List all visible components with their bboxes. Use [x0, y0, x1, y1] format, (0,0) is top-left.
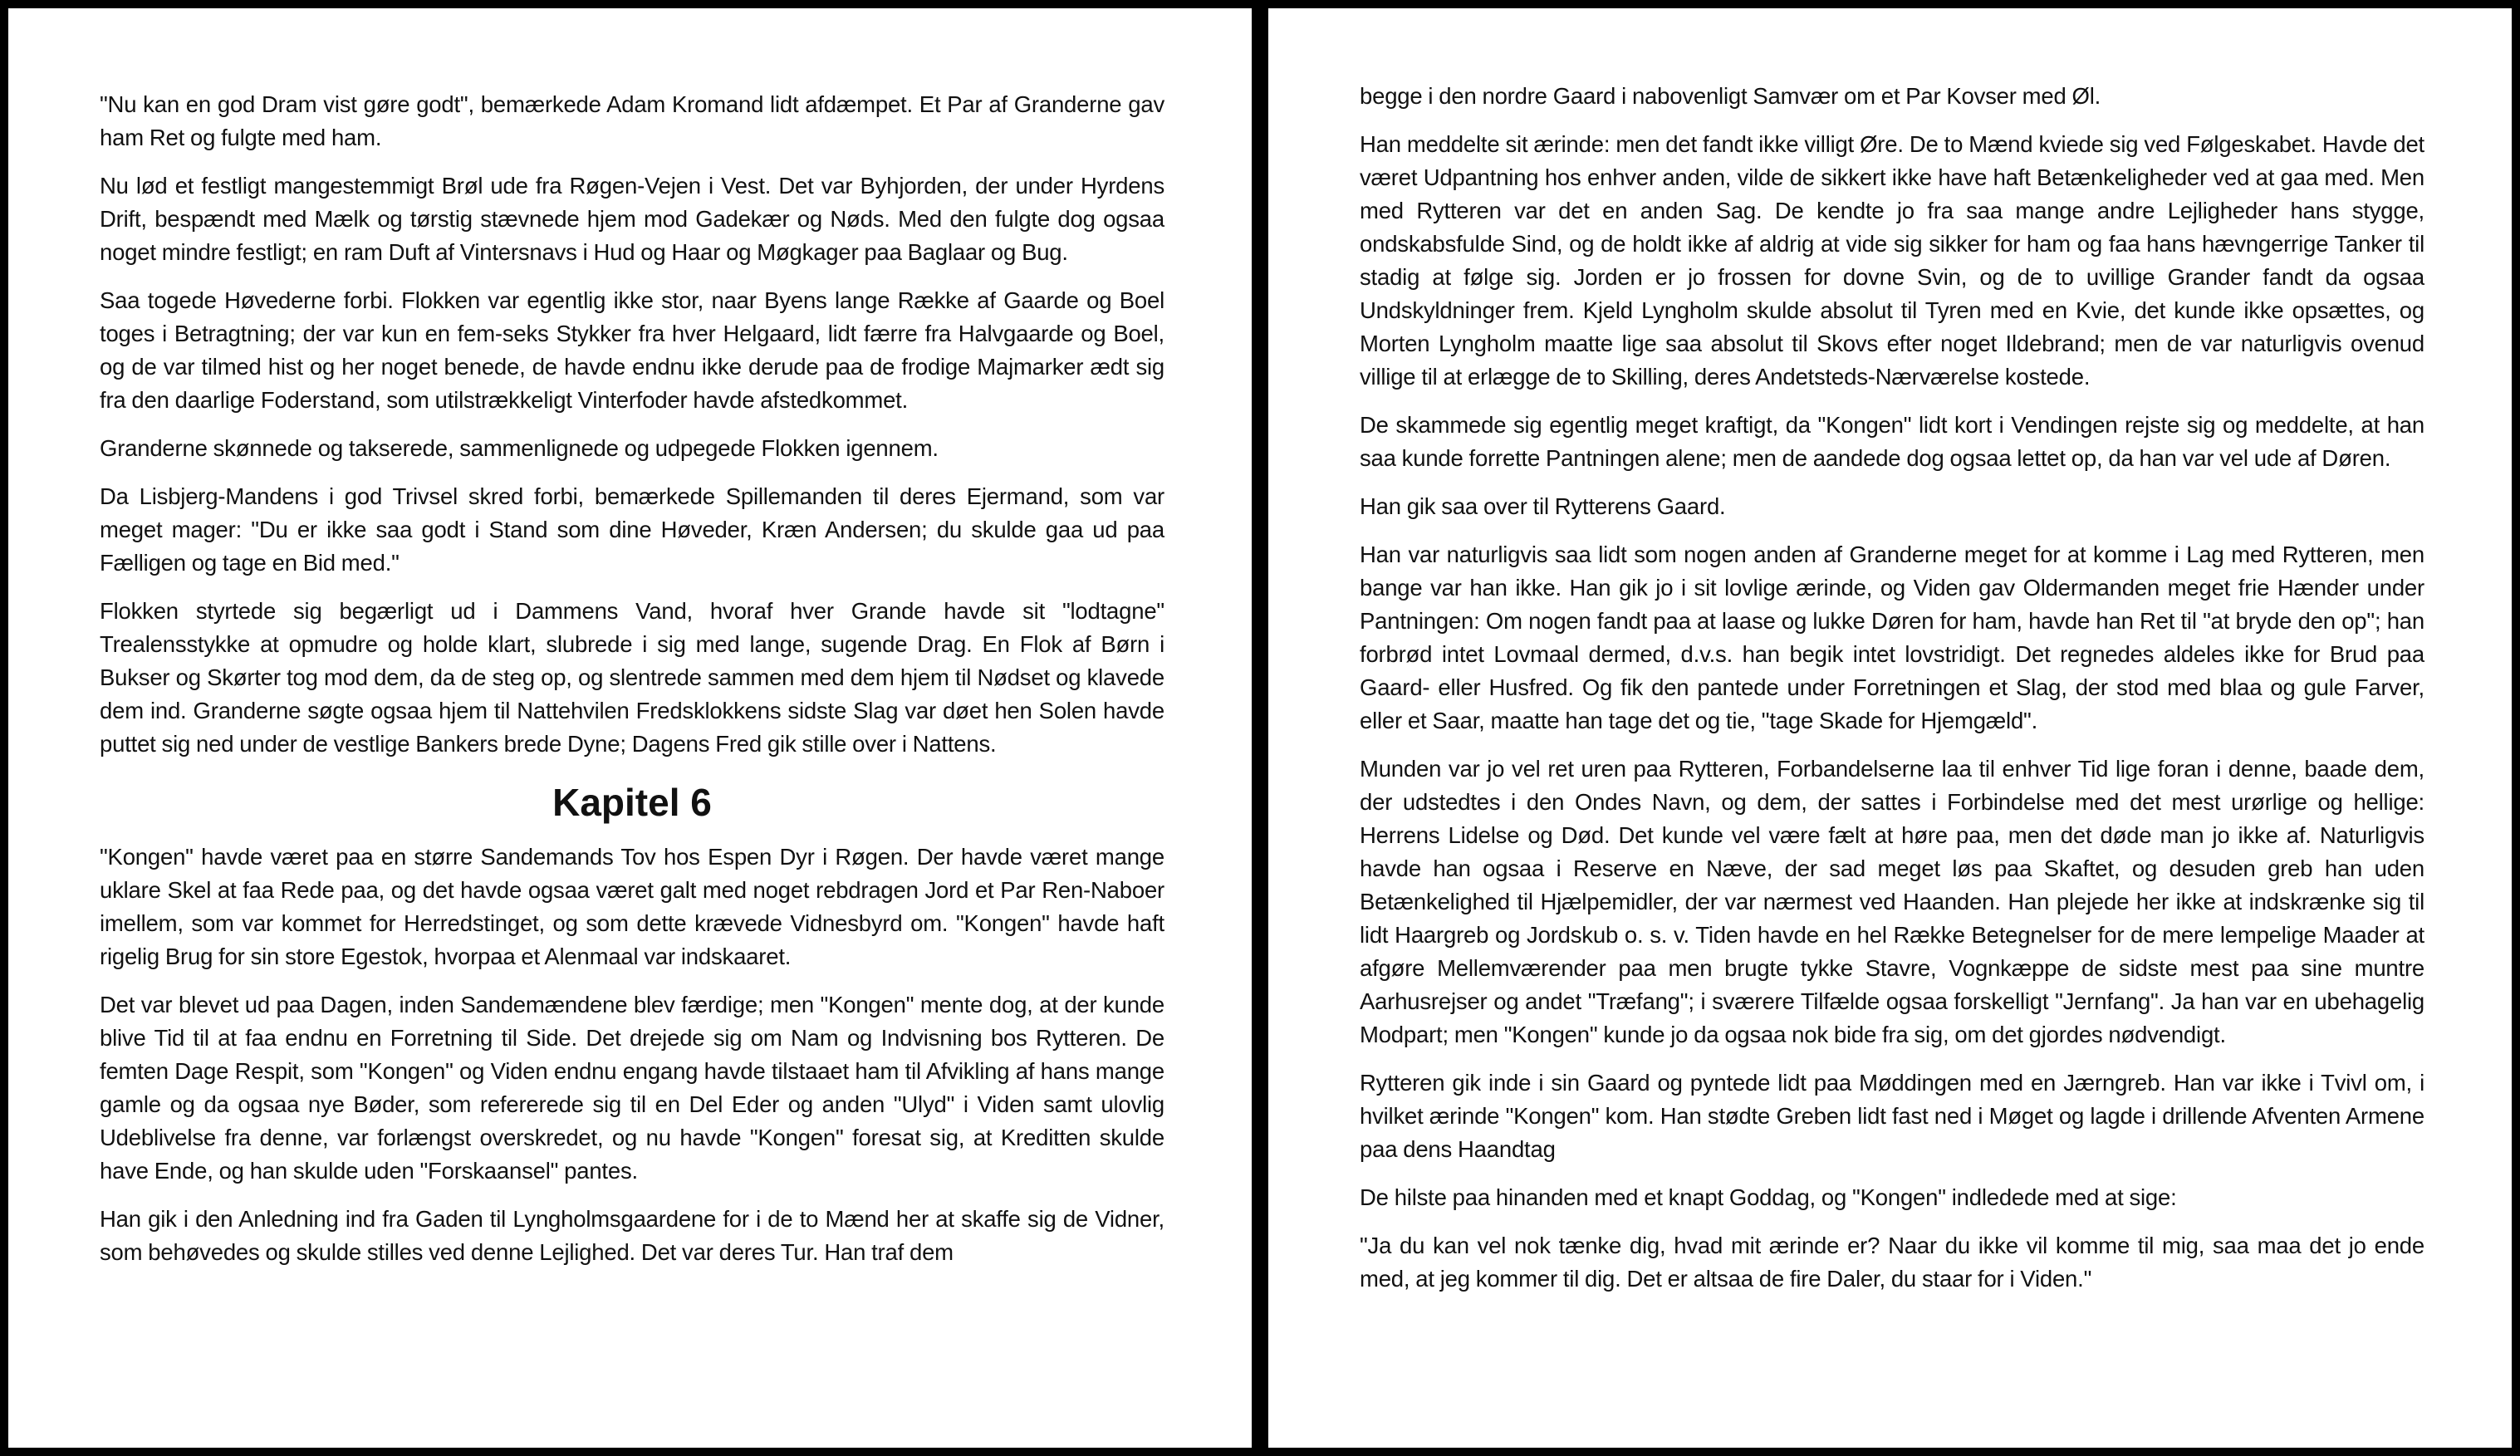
right-page — [1268, 8, 2512, 1448]
paragraph: "Nu kan en god Dram vist gøre godt", bemærkede Adam Kromand lidt afdæmpet. Et Par af Granderne gav ham Ret og fulgte med ham. — [100, 91, 1164, 150]
paragraph: Rytteren gik inde i sin Gaard og pyntede lidt paa Møddingen med en Jærngreb. Han var ikke i Tvivl om, i hvilket ærinde "Kongen" kom. Han stødte Greben lidt fast ned i Møget og lagde i drillende Afventen Armene paa dens Haandtag — [1360, 1070, 2424, 1162]
paragraph: Granderne skønnede og takserede, sammenlignede og udpegede Flokken igennem. — [100, 435, 939, 461]
left-page — [8, 8, 1252, 1448]
paragraph: Det var blevet ud paa Dagen, inden Sandemændene blev færdige; men "Kongen" mente dog, at der kunde blive Tid til at faa endnu en Forretning til Side. Det drejede sig om Nam og Indvisning bos Rytteren. De femten Dage Respit, som "Kongen" og Viden endnu engang havde tilstaaet ham til Afvikling af hans mange gamle og da ogsaa nye Bøder, som refererede sig til en Del Eder og anden "Ulyd" i Viden samt ulovlig Udeblivelse fra denne, var forlængst overskredet, og nu havde "Kongen" foresat sig, at Kreditten skulde have Ende, og han skulde uden "Forskaansel" pantes. — [100, 992, 1164, 1184]
paragraph: Munden var jo vel ret uren paa Rytteren, Forbandelserne laa til enhver Tid lige foran i denne, baade dem, der udstedtes i den Ondes Navn, og dem, der sattes i Forbindelse med det mest urørlige og hellige: Herrens Lidelse og Død. Det kunde vel være fælt at høre paa, men det døde man jo ikke af. Naturligvis havde han ogsaa i Reserve en Næve, der sad meget løs paa Skaftet, og desuden greb han uden Betænkelighed til Hjælpemidler, der var nærmest ved Haanden. Han plejede her ikke at indskrænke sig til lidt Haargreb og Jordskub o. s. v. Tiden havde en hel Række Betegnelser for de mere lempelige Maader at afgøre Mellemværender paa men brugte tykke Stavre, Vognkæppe de sidste mest paa sine muntre Aarhusrejser og andet "Træfang"; i sværere Tilfælde ogsaa forskelligt "Jernfang". Ja han var en ubehagelig Modpart; men "Kongen" kunde jo da ogsaa nok bide fra sig, om det gjordes nødvendigt. — [1360, 756, 2424, 1047]
paragraph: Han var naturligvis saa lidt som nogen anden af Granderne meget for at komme i Lag med Rytteren, men bange var han ikke. Han gik jo i sit lovlige ærinde, og Viden gav Oldermanden meget frie Hænder under Pantningen: Om nogen fandt paa at laase og lukke Døren for ham, havde han Ret til "at bryde den op"; han forbrød intet Lovmaal dermed, d.v.s. han begik intet lovstridigt. Det regnedes aldeles ikke for Brud paa Gaard- eller Husfred. Og fik den pantede under Forretningen et Slag, der stod med blaa og gule Farver, eller et Saar, maatte han tage det og tie, "tage Skade for Hjemgæld". — [1360, 542, 2424, 733]
paragraph: De hilste paa hinanden med et knapt Goddag, og "Kongen" indledede med at sige: — [1360, 1184, 2177, 1210]
paragraph: Nu lød et festligt mangestemmigt Brøl ude fra Røgen-Vejen i Vest. Det var Byhjorden, der under Hyrdens Drift, bespændt med Mælk og tørstig stævnede hjem mod Gadekær og Nøds. Med den fulgte dog ogsaa noget mindre festligt; en ram Duft af Vintersnavs i Hud og Haar og Møgkager paa Baglaar og Bug. — [100, 173, 1164, 265]
paragraph: Han gik i den Anledning ind fra Gaden til Lyngholmsgaardene for i de to Mænd her at skaffe sig de Vidner, som behøvedes og skulde stilles ved denne Lejlighed. Det var deres Tur. Han traf dem — [100, 1206, 1164, 1265]
paragraph: Flokken styrtede sig begærligt ud i Dammens Vand, hvoraf hver Grande havde sit "lodtagne" Trealensstykke at opmudre og holde klart, slubrede i sig med lange, sugende Drag. En Flok af Børn i Bukser og Skørter tog mod dem, da de steg op, og slentrede sammen med dem hjem til Nødset og klavede dem ind. Granderne søgte ogsaa hjem til Nattehvilen Fredsklokkens sidste Slag var døet hen Solen havde puttet sig ned under de vestlige Bankers brede Dyne; Dagens Fred gik stille over i Nattens. — [100, 598, 1164, 757]
paragraph: De skammede sig egentlig meget kraftigt, da "Kongen" lidt kort i Vendingen rejste sig og meddelte, at han saa kunde forrette Pantningen alene; men de aandede dog ogsaa lettet op, da han var vel ude af Døren. — [1360, 412, 2424, 471]
paragraph: "Kongen" havde været paa en større Sandemands Tov hos Espen Dyr i Røgen. Der havde været mange uklare Skel at faa Rede paa, og det havde ogsaa været galt med noget rebdragen Jord et Par Ren-Naboer imellem, som var kommet for Herredstinget, og som dette krævede Vidnesbyrd om. "Kongen" havde haft rigelig Brug for sin store Egestok, hvorpaa et Alenmaal var indskaaret. — [100, 844, 1164, 969]
paragraph: Han gik saa over til Rytterens Gaard. — [1360, 493, 1726, 519]
paragraph: "Ja du kan vel nok tænke dig, hvad mit ærinde er? Naar du ikke vil komme til mig, saa maa det jo ende med, at jeg kommer til dig. Det er altsaa de fire Daler, du staar for i Viden." — [1360, 1233, 2424, 1292]
paragraph: Saa togede Høvederne forbi. Flokken var egentlig ikke stor, naar Byens lange Række af Gaarde og Boel toges i Betragtning; der var kun en fem-seks Stykker fra hver Helgaard, lidt færre fra Halvgaarde og Boel, og de var tilmed hist og her noget benede, de havde endnu ikke derude paa de frodige Majmarker ædt sig fra den daarlige Foderstand, som utilstrækkeligt Vinterfoder havde afstedkommet. — [100, 287, 1164, 413]
paragraph: Han meddelte sit ærinde: men det fandt ikke villigt Øre. De to Mænd kviede sig ved Følgeskabet. Havde det været Udpantning hos enhver anden, vilde de sikkert ikke have haft Betænkeligheder ved at gaa med. Men med Rytteren var det en anden Sag. De kendte jo fra saa mange andre Lejligheder hans stygge, ondskabsfulde Sind, og de holdt ikke af aldrig at vide sig sikker for ham og faa hans hævngerrige Tanker til stadig at følge sig. Jorden er jo frossen for dovne Svin, og de to uvillige Grander fandt da ogsaa Undskyldninger frem. Kjeld Lyngholm skulde absolut til Tyren med en Kvie, det kunde ikke opsættes, og Morten Lyngholm maatte lige saa absolut til Skovs efter noget Ildebrand; men de var naturligvis ovenud villige til at erlægge de to Skilling, deres Andetsteds-Nærværelse kostede. — [1360, 131, 2424, 390]
paragraph: Da Lisbjerg-Mandens i god Trivsel skred forbi, bemærkede Spillemanden til deres Ejermand, som var meget mager: "Du er ikke saa godt i Stand som dine Høveder, Kræn Andersen; du skulde gaa ud paa Fælligen og tage en Bid med." — [100, 483, 1164, 576]
chapter-title: Kapitel 6 — [552, 781, 712, 824]
paragraph: begge i den nordre Gaard i nabovenligt Samvær om et Par Kovser med Øl. — [1360, 83, 2101, 109]
